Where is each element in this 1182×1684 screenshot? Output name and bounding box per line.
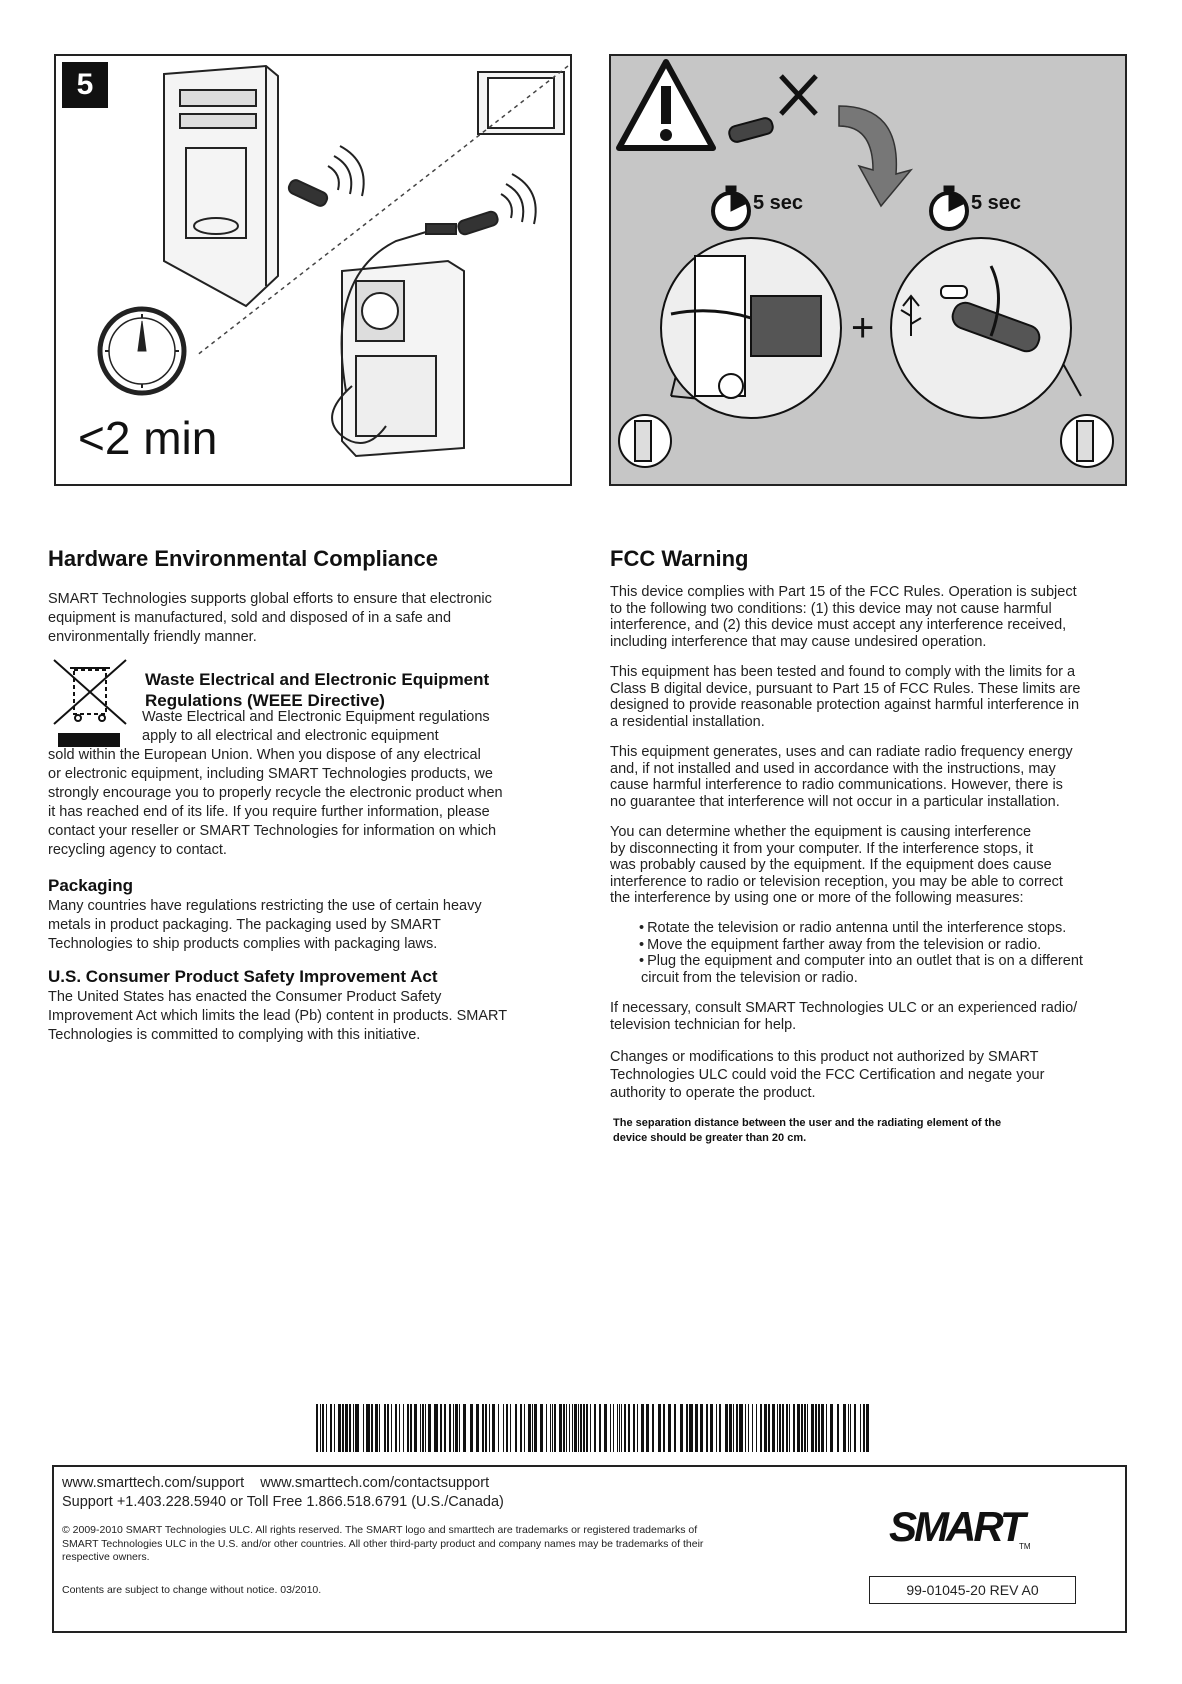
plus-sign: + [851, 306, 875, 350]
fcc-paragraph-4: You can determine whether the equipment is causing interference by disconnecting it from your computer. If the interference stops, it was probably caused by the equipment. If the equipment does cause interference to radio or television reception, you may be able to correct the interference by using one or more of the following measures: [610, 824, 1063, 906]
reset-illustration-panel [609, 54, 1127, 486]
environmental-intro: SMART Technologies supports global efforts to ensure that electronic equipment is manufactured, sold and disposed of in a safe and environmentally friendly manner. [48, 591, 492, 645]
fcc-paragraph-3: This equipment generates, uses and can radiate radio frequency energy and, if not installed and used in accordance with the instructions, may cause harmful interference to radio communications. However, there is no guarantee that interference will not occur in a particular installation. [610, 744, 1073, 810]
fcc-paragraph-6: Changes or modifications to this product not authorized by SMART Technologies ULC could void the FCC Certification and negate your authority to operate the product. [610, 1049, 1045, 1101]
stopwatch-icon [713, 186, 749, 229]
fcc-paragraph-5: If necessary, consult SMART Technologies ULC or an experienced radio/ television technician for help. [610, 1000, 1078, 1033]
stopwatch-icon [931, 186, 967, 229]
install-duration-label: <2 min [78, 412, 218, 464]
fcc-paragraph-1: This device complies with Part 15 of the FCC Rules. Operation is subject to the following two conditions: (1) this device may not cause harmful interference, and (2) this device must accept any interference received, including interference that may cause undesired operation. [610, 584, 1077, 650]
desktop-tower-icon [164, 66, 278, 306]
support-phone: Support +1.403.228.5940 or Toll Free 1.866.518.6791 (U.S./Canada) [62, 1494, 504, 1510]
barcode [316, 1404, 870, 1452]
usb-receiver-icon [287, 146, 364, 208]
packaging-title: Packaging [48, 876, 134, 895]
install-illustration-panel [54, 54, 572, 486]
fcc-measure-continuation: circuit from the television or radio. [641, 970, 858, 986]
magnified-power-button-view [619, 238, 841, 467]
reset-procedure-illustration [611, 56, 1125, 484]
support-links: www.smarttech.com/support www.smarttech.com/contactsupport [62, 1475, 490, 1491]
timer-label-2: 5 sec [971, 192, 1022, 214]
packaging-text: Many countries have regulations restricting the use of certain heavy metals in product packaging. The packaging used by SMART Technologies to ship products complies with packaging laws. [48, 898, 482, 952]
timer-label-1: 5 sec [753, 192, 804, 214]
environmental-title: Hardware Environmental Compliance [48, 546, 438, 571]
warning-icon [619, 62, 713, 148]
separation-distance-note: The separation distance between the user and the radiating element of the device should be greater than 20 cm. [613, 1117, 1002, 1144]
list-item: • Move the equipment farther away from the television or radio. [633, 937, 1083, 954]
weee-text: sold within the European Union. When you dispose of any electrical or electronic equipment, including SMART Technologies products, we strongly encourage you to properly recycle the electronic product when it has reached end of its life. If you require further information, please contact your reseller or SMART Technologies for information on which recycling agency to contact. [48, 747, 503, 858]
fcc-measures-list [633, 920, 1083, 970]
svg-text:SMART: SMART [889, 1503, 1023, 1550]
step-number-badge: 5 [62, 62, 108, 108]
part-number-box: 99-01045-20 REV A0 [869, 1576, 1076, 1604]
desktop-tower-back-icon [332, 261, 464, 456]
list-item: • Plug the equipment and computer into an outlet that is on a different [633, 953, 1083, 970]
receiver-unplug-icon [728, 76, 816, 143]
change-notice: Contents are subject to change without notice. 03/2010. [62, 1584, 322, 1596]
svg-text:TM: TM [1019, 1542, 1031, 1551]
weee-title: Waste Electrical and Electronic Equipment Regulations (WEEE Directive) [145, 670, 490, 710]
curved-arrow-icon [839, 106, 911, 206]
list-item: • Rotate the television or radio antenna until the interference stops. [633, 920, 1083, 937]
weee-text-indented: Waste Electrical and Electronic Equipment regulations apply to all electrical and electronic equipment [142, 709, 490, 744]
crossed-out-bin-icon [50, 656, 130, 726]
magnified-receiver-button-view [891, 238, 1113, 467]
clock-icon [100, 309, 184, 393]
cpsia-text: The United States has enacted the Consumer Product Safety Improvement Act which limits the lead (Pb) content in products. SMART Technologies is committed to complying with this initiative. [48, 989, 508, 1043]
weee-black-bar [58, 733, 120, 747]
footer-box [52, 1465, 1127, 1633]
cpsia-title: U.S. Consumer Product Safety Improvement Act [48, 967, 438, 986]
fcc-paragraph-2: This equipment has been tested and found to comply with the limits for a Class B digital device, pursuant to Part 15 of FCC Rules. These limits are designed to provide reasonable protection against harmful interference in a residential installation. [610, 664, 1081, 730]
copyright-text: © 2009-2010 SMART Technologies ULC. All rights reserved. The SMART logo and smarttech are trademarks or registered trademarks of SMART Technologies ULC in the U.S. and/or other countries. All other third-party product and company names may be trademarks of their respective owners. [62, 1524, 704, 1563]
smart-logo [889, 1499, 1039, 1554]
fcc-title: FCC Warning [610, 546, 749, 571]
